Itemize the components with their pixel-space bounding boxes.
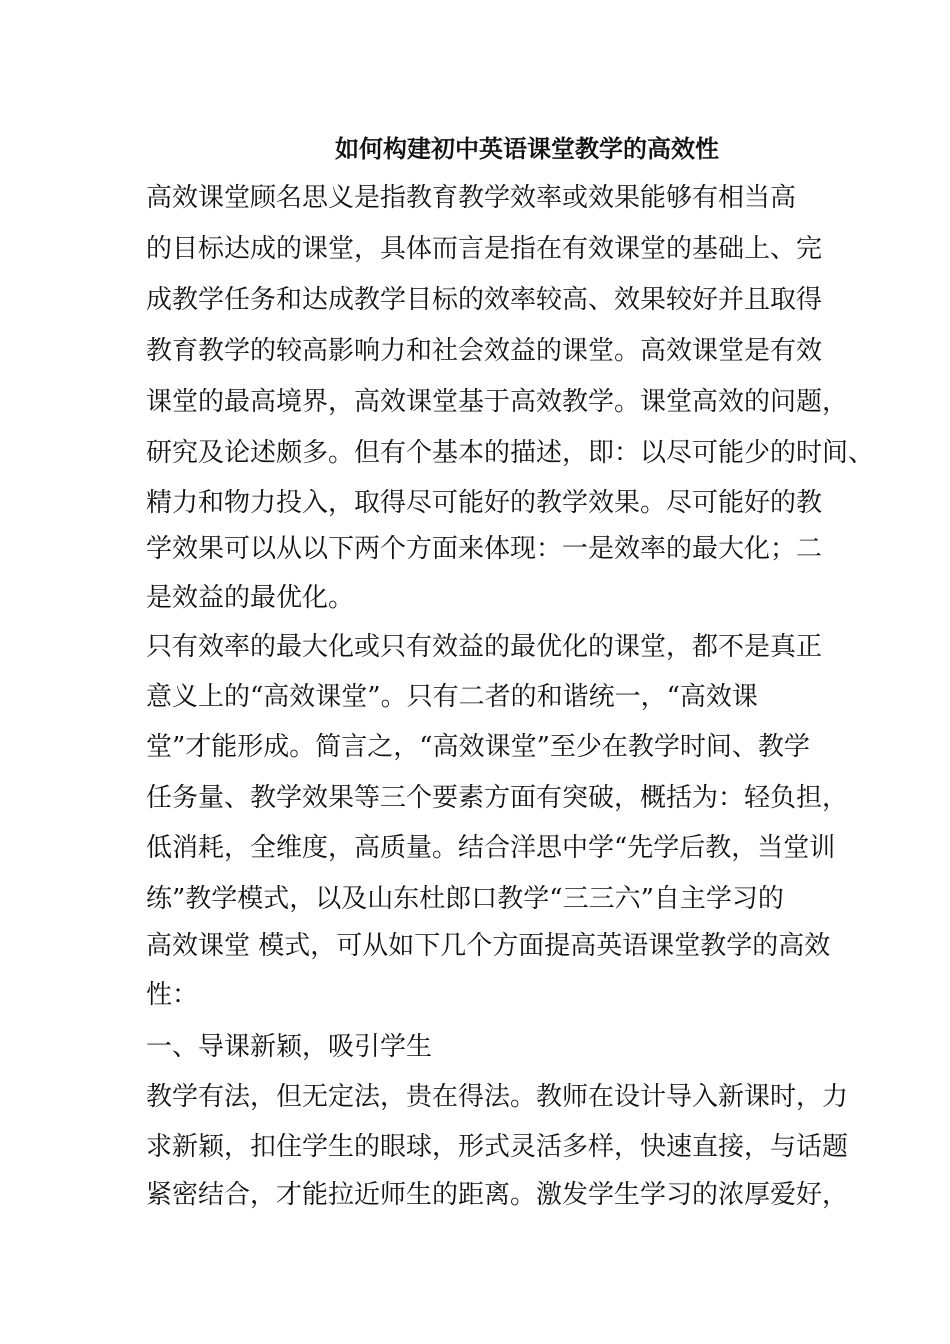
- body-line: 低消耗，全维度，高质量。结合洋思中学“先学后教，当堂训: [146, 833, 836, 863]
- body-line: 教育教学的较高影响力和社会效益的课堂。高效课堂是有效: [146, 336, 823, 366]
- body-line: 练”教学模式，以及山东杜郎口教学“三三六”自主学习的: [146, 884, 784, 914]
- document-title: 如何构建初中英语课堂教学的高效性: [335, 135, 719, 163]
- body-line: 只有效率的最大化或只有效益的最优化的课堂，都不是真正: [146, 632, 823, 662]
- body-line: 学效果可以从以下两个方面来体现：一是效率的最大化；二: [146, 534, 823, 564]
- body-line: 紧密结合，才能拉近师生的距离。激发学生学习的浓厚爱好，: [146, 1180, 849, 1210]
- body-line: 任务量、教学效果等三个要素方面有突破，概括为：轻负担，: [146, 783, 849, 813]
- body-line: 精力和物力投入，取得尽可能好的教学效果。尽可能好的教: [146, 488, 823, 518]
- body-line: 堂”才能形成。简言之，“高效课堂”至少在教学时间、教学: [146, 732, 810, 762]
- body-line: 是效益的最优化。: [146, 583, 355, 613]
- body-line: 性：: [146, 980, 199, 1010]
- body-line: 教学有法，但无定法，贵在得法。教师在设计导入新课时，力: [146, 1082, 849, 1112]
- body-line: 课堂的最高境界，高效课堂基于高效教学。课堂高效的问题，: [146, 387, 849, 417]
- body-line: 的目标达成的课堂，具体而言是指在有效课堂的基础上、完: [146, 234, 823, 264]
- body-line: 成教学任务和达成教学目标的效率较高、效果较好并且取得: [146, 285, 823, 315]
- body-line: 高效课堂 模式，可从如下几个方面提高英语课堂教学的高效: [146, 931, 831, 961]
- body-line: 求新颖，扣住学生的眼球，形式灵活多样，快速直接，与话题: [146, 1132, 849, 1162]
- body-line: 研究及论述颇多。但有个基本的描述，即：以尽可能少的时间、: [146, 438, 875, 468]
- section-heading: 一、导课新颖，吸引学生: [146, 1032, 433, 1062]
- body-line: 意义上的“高效课堂”。只有二者的和谐统一，“高效课: [146, 682, 758, 712]
- body-line: 高效课堂顾名思义是指教育教学效率或效果能够有相当高: [146, 183, 797, 213]
